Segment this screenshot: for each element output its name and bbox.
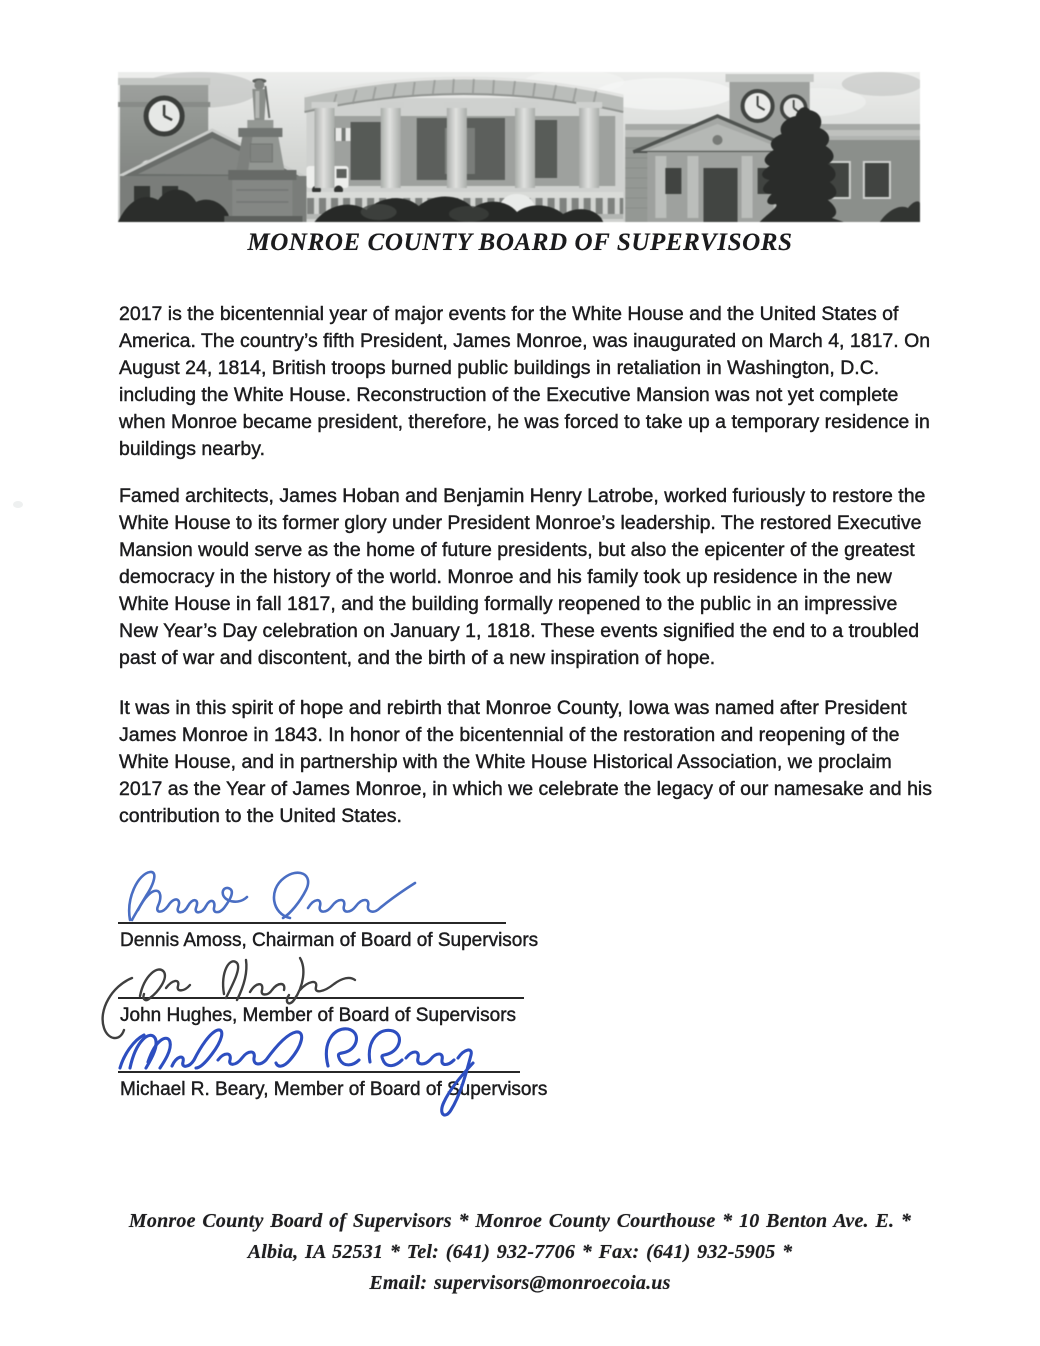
signature-script-dennis-amoss: [124, 862, 424, 928]
paragraph-3: It was in this spirit of hope and rebirth that Monroe County, Iowa was named after President James Monroe in 1843. In honor of the bicentennial of the restoration and reopening of the White House, and in partnership with the White House Historical Association, we proclaim 2017 as the Year of James Monroe, in which we celebrate the legacy of our namesake and his contribution to the United States.: [119, 697, 932, 827]
courthouse-collage-graphic: [118, 72, 920, 222]
paragraph-1: 2017 is the bicentennial year of major events for the White House and the United States of America. The country’s fifth President, James Monroe, was inaugurated on March 4, 1817. On August 24, 1814, British troops burned public buildings in retaliation in Washington, D.C. including the White House. Reconstruction of the Executive Mansion was not yet complete when Monroe became president, therefore, he was forced to take up a temporary residence in buildings nearby.: [119, 303, 931, 460]
signature-block-michael-beary: [112, 1022, 652, 1132]
signature-script-michael-beary: [112, 1022, 512, 1126]
scan-artifact: [13, 501, 23, 508]
portico: [304, 78, 623, 222]
footer-email-line: Email: supervisors@monroecoia.us: [369, 1272, 671, 1294]
paragraph-2: Famed architects, James Hoban and Benjamin Henry Latrobe, worked furiously to restore the White House to its former glory under President Monroe’s leadership. The restored Executive Mansion would serve as the home of future presidents, but also the epicenter of the greatest democracy in the history of the world. Monroe and his family took up residence in the new White House in fall 1817, and the building formally reopened to the public in an impressive New Year’s Day celebration on January 1, 1818. These events signified the end to a troubled past of war and discontent, and the birth of a new inspiration of hope.: [119, 485, 926, 669]
signature-name-title: John Hughes, Member of Board of Supervisors: [120, 1005, 517, 1026]
letterhead-footer: [0, 1206, 1040, 1299]
footer-phone-line: Albia, IA 52531 * Tel: (641) 932-7706 * Fax: (641) 932-5905 *: [247, 1241, 793, 1263]
signature-name-title: Dennis Amoss, Chairman of Board of Supervisors: [120, 930, 539, 951]
courthouse-photo-collage: [118, 72, 920, 222]
document-title: MONROE COUNTY BOARD OF SUPERVISORS: [247, 229, 793, 256]
signature-name-title: Michael R. Beary, Member of Board of Supervisors: [120, 1079, 548, 1100]
signature-block-dennis-amoss: [118, 860, 638, 955]
footer-address-line: Monroe County Board of Supervisors * Monroe County Courthouse * 10 Benton Ave. E. *: [128, 1210, 912, 1232]
